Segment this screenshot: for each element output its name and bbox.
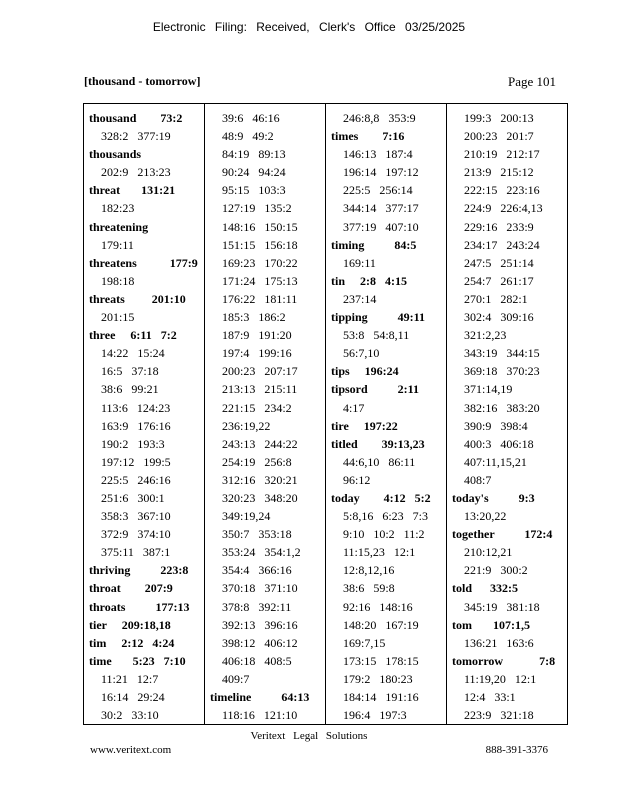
index-term-line: told 332:5 bbox=[452, 581, 518, 596]
index-reference-line: 251:6 300:1 bbox=[101, 490, 165, 505]
index-reference-line: 39:6 46:16 bbox=[222, 111, 280, 125]
index-reference-line: 185:3 186:2 bbox=[222, 310, 286, 325]
index-term-line: three 6:11 7:2 bbox=[89, 328, 177, 343]
index-reference-line: 16:14 29:24 bbox=[101, 690, 165, 704]
index-reference-line: 38:6 59:8 bbox=[343, 581, 395, 596]
index-reference-line: 196:14 197:12 bbox=[343, 165, 419, 180]
word-index-table bbox=[83, 103, 568, 725]
index-reference-line: 176:22 181:11 bbox=[222, 291, 298, 306]
index-reference-line: 113:6 124:23 bbox=[101, 400, 171, 415]
index-term-line: together 172:4 bbox=[452, 527, 553, 542]
index-reference-line: 14:22 15:24 bbox=[101, 346, 165, 361]
index-reference-line: 148:16 150:15 bbox=[222, 219, 298, 234]
footer-website: www.veritext.com bbox=[90, 744, 172, 756]
index-column-4 bbox=[447, 104, 567, 724]
footer-company: Veritext Legal Solutions bbox=[250, 730, 368, 742]
index-reference-line: 127:19 135:2 bbox=[222, 201, 292, 216]
index-reference-line: 196:4 197:3 bbox=[343, 708, 407, 723]
index-reference-line: 229:16 233:9 bbox=[464, 219, 534, 234]
index-reference-line: 254:19 256:8 bbox=[222, 454, 292, 469]
index-reference-line: 382:16 383:20 bbox=[464, 400, 540, 415]
index-reference-line: 407:11,15,21 bbox=[464, 454, 527, 469]
index-reference-line: 197:4 199:16 bbox=[222, 346, 292, 361]
index-reference-line: 243:13 244:22 bbox=[222, 436, 298, 451]
index-reference-line: 187:9 191:20 bbox=[222, 328, 292, 343]
index-reference-line: 210:12,21 bbox=[464, 545, 513, 560]
index-reference-line: 353:24 354:1,2 bbox=[222, 545, 301, 560]
index-term-line: tipping 49:11 bbox=[331, 310, 426, 325]
index-column-3 bbox=[326, 104, 447, 724]
index-reference-line: 406:18 408:5 bbox=[222, 653, 292, 668]
index-reference-line: 9:10 10:2 11:2 bbox=[343, 527, 425, 542]
index-reference-line: 328:2 377:19 bbox=[101, 129, 171, 144]
index-reference-line: 345:19 381:18 bbox=[464, 599, 540, 614]
index-reference-line: 199:3 200:13 bbox=[464, 111, 534, 125]
index-term-line: tier 209:18,18 bbox=[89, 617, 171, 632]
index-reference-line: 197:12 199:5 bbox=[101, 454, 171, 469]
footer-phone: 888-391-3376 bbox=[485, 744, 548, 756]
index-reference-line: 179:11 bbox=[101, 237, 134, 252]
index-reference-line: 210:19 212:17 bbox=[464, 147, 540, 162]
index-reference-line: 151:15 156:18 bbox=[222, 237, 298, 252]
index-term-line: thousands bbox=[89, 147, 142, 162]
index-reference-line: 369:18 370:23 bbox=[464, 364, 540, 379]
index-reference-line: 302:4 309:16 bbox=[464, 310, 534, 325]
index-reference-line: 400:3 406:18 bbox=[464, 436, 534, 451]
efiling-stamp: Electronic Filing: Received, Clerk's Office 03/25/2025 bbox=[152, 20, 466, 34]
index-reference-line: 11:21 12:7 bbox=[101, 671, 159, 686]
index-reference-line: 343:19 344:15 bbox=[464, 346, 540, 361]
index-reference-line: 190:2 193:3 bbox=[101, 436, 165, 451]
index-reference-line: 375:11 387:1 bbox=[101, 545, 171, 560]
index-reference-line: 409:7 bbox=[222, 671, 250, 686]
index-term-line: titled 39:13,23 bbox=[331, 436, 425, 451]
index-reference-line: 377:19 407:10 bbox=[343, 219, 419, 234]
index-reference-line: 350:7 353:18 bbox=[222, 527, 292, 542]
index-reference-line: 254:7 261:17 bbox=[464, 273, 534, 288]
index-reference-line: 136:21 163:6 bbox=[464, 635, 534, 650]
index-reference-line: 378:8 392:11 bbox=[222, 599, 292, 614]
index-term-line: threatens 177:9 bbox=[89, 255, 198, 270]
index-reference-line: 221:9 300:2 bbox=[464, 563, 528, 578]
index-term-line: times 7:16 bbox=[331, 129, 405, 144]
index-reference-line: 247:5 251:14 bbox=[464, 255, 534, 270]
index-term-line: tire 197:22 bbox=[331, 418, 398, 433]
index-reference-line: 148:20 167:19 bbox=[343, 617, 419, 632]
index-reference-line: 11:15,23 12:1 bbox=[343, 545, 416, 560]
index-term-line: timing 84:5 bbox=[331, 237, 417, 252]
index-reference-line: 163:9 176:16 bbox=[101, 418, 171, 433]
index-term-line: tim 2:12 4:24 bbox=[89, 635, 175, 650]
index-term-line: tips 196:24 bbox=[331, 364, 399, 379]
index-term-line: timeline 64:13 bbox=[210, 690, 310, 704]
index-reference-line: 92:16 148:16 bbox=[343, 599, 413, 614]
index-reference-line: 200:23 201:7 bbox=[464, 129, 534, 144]
index-reference-line: 236:19,22 bbox=[222, 418, 271, 433]
index-reference-line: 53:8 54:8,11 bbox=[343, 328, 410, 343]
index-reference-line: 225:5 256:14 bbox=[343, 183, 413, 198]
index-reference-line: 12:4 33:1 bbox=[464, 690, 516, 704]
index-reference-line: 223:9 321:18 bbox=[464, 708, 534, 723]
index-reference-line: 349:19,24 bbox=[222, 509, 271, 524]
index-reference-line: 169:7,15 bbox=[343, 635, 386, 650]
index-reference-line: 344:14 377:17 bbox=[343, 201, 419, 216]
index-reference-line: 358:3 367:10 bbox=[101, 509, 171, 524]
index-reference-line: 408:7 bbox=[464, 472, 492, 487]
index-term-line: tom 107:1,5 bbox=[452, 617, 530, 632]
index-reference-line: 12:8,12,16 bbox=[343, 563, 395, 578]
index-reference-line: 390:9 398:4 bbox=[464, 418, 528, 433]
index-reference-line: 90:24 94:24 bbox=[222, 165, 286, 180]
index-reference-line: 44:6,10 86:11 bbox=[343, 454, 416, 469]
index-reference-line: 246:8,8 353:9 bbox=[343, 111, 416, 125]
index-reference-line: 354:4 366:16 bbox=[222, 563, 292, 578]
index-reference-line: 179:2 180:23 bbox=[343, 671, 413, 686]
index-reference-line: 201:15 bbox=[101, 310, 135, 325]
index-reference-line: 13:20,22 bbox=[464, 509, 507, 524]
index-reference-line: 184:14 191:16 bbox=[343, 690, 419, 704]
index-term-line: throats 177:13 bbox=[89, 599, 190, 614]
index-reference-line: 321:2,23 bbox=[464, 328, 507, 343]
index-reference-line: 200:23 207:17 bbox=[222, 364, 298, 379]
index-reference-line: 234:17 243:24 bbox=[464, 237, 540, 252]
index-reference-line: 222:15 223:16 bbox=[464, 183, 540, 198]
index-term-line: threatening bbox=[89, 219, 149, 234]
index-reference-line: 96:12 bbox=[343, 472, 371, 487]
index-term-line: thriving 223:8 bbox=[89, 563, 189, 578]
index-reference-line: 202:9 213:23 bbox=[101, 165, 171, 180]
index-reference-line: 146:13 187:4 bbox=[343, 147, 413, 162]
index-term-line: tipsord 2:11 bbox=[331, 382, 420, 397]
index-reference-line: 198:18 bbox=[101, 273, 135, 288]
index-reference-line: 173:15 178:15 bbox=[343, 653, 419, 668]
index-reference-line: 84:19 89:13 bbox=[222, 147, 286, 162]
index-reference-line: 5:8,16 6:23 7:3 bbox=[343, 509, 429, 524]
index-column-2 bbox=[205, 104, 326, 724]
index-term-line: tin 2:8 4:15 bbox=[331, 273, 407, 288]
index-term-line: threats 201:10 bbox=[89, 291, 186, 306]
index-range-heading: [thousand - tomorrow] bbox=[84, 74, 201, 88]
index-reference-line: 95:15 103:3 bbox=[222, 183, 286, 198]
index-reference-line: 371:14,19 bbox=[464, 382, 513, 397]
index-reference-line: 398:12 406:12 bbox=[222, 635, 298, 650]
index-reference-line: 392:13 396:16 bbox=[222, 617, 298, 632]
page-number: Page 101 bbox=[507, 74, 556, 89]
index-reference-line: 30:2 33:10 bbox=[101, 708, 159, 723]
index-reference-line: 224:9 226:4,13 bbox=[464, 201, 543, 216]
index-column-1 bbox=[84, 104, 205, 724]
index-term-line: throat 207:9 bbox=[89, 581, 173, 596]
index-reference-line: 171:24 175:13 bbox=[222, 273, 298, 288]
index-term-line: threat 131:21 bbox=[89, 183, 176, 198]
index-term-line: thousand 73:2 bbox=[89, 111, 183, 125]
index-reference-line: 213:13 215:11 bbox=[222, 382, 298, 397]
index-reference-line: 370:18 371:10 bbox=[222, 581, 298, 596]
index-term-line: today's 9:3 bbox=[452, 490, 535, 505]
index-reference-line: 320:23 348:20 bbox=[222, 490, 298, 505]
index-reference-line: 312:16 320:21 bbox=[222, 472, 298, 487]
index-term-line: tomorrow 7:8 bbox=[452, 653, 556, 668]
index-reference-line: 118:16 121:10 bbox=[222, 708, 298, 723]
index-reference-line: 16:5 37:18 bbox=[101, 364, 159, 379]
index-term-line: time 5:23 7:10 bbox=[89, 653, 186, 668]
index-reference-line: 237:14 bbox=[343, 291, 377, 306]
index-reference-line: 225:5 246:16 bbox=[101, 472, 171, 487]
index-reference-line: 270:1 282:1 bbox=[464, 291, 528, 306]
index-reference-line: 169:23 170:22 bbox=[222, 255, 298, 270]
index-term-line: today 4:12 5:2 bbox=[331, 490, 431, 505]
index-reference-line: 169:11 bbox=[343, 255, 376, 270]
index-reference-line: 56:7,10 bbox=[343, 346, 380, 361]
index-reference-line: 182:23 bbox=[101, 201, 135, 216]
index-reference-line: 221:15 234:2 bbox=[222, 400, 292, 415]
index-reference-line: 38:6 99:21 bbox=[101, 382, 159, 397]
index-reference-line: 48:9 49:2 bbox=[222, 129, 274, 144]
index-reference-line: 372:9 374:10 bbox=[101, 527, 171, 542]
index-reference-line: 4:17 bbox=[343, 400, 365, 415]
index-reference-line: 213:9 215:12 bbox=[464, 165, 534, 180]
index-reference-line: 11:19,20 12:1 bbox=[464, 671, 537, 686]
